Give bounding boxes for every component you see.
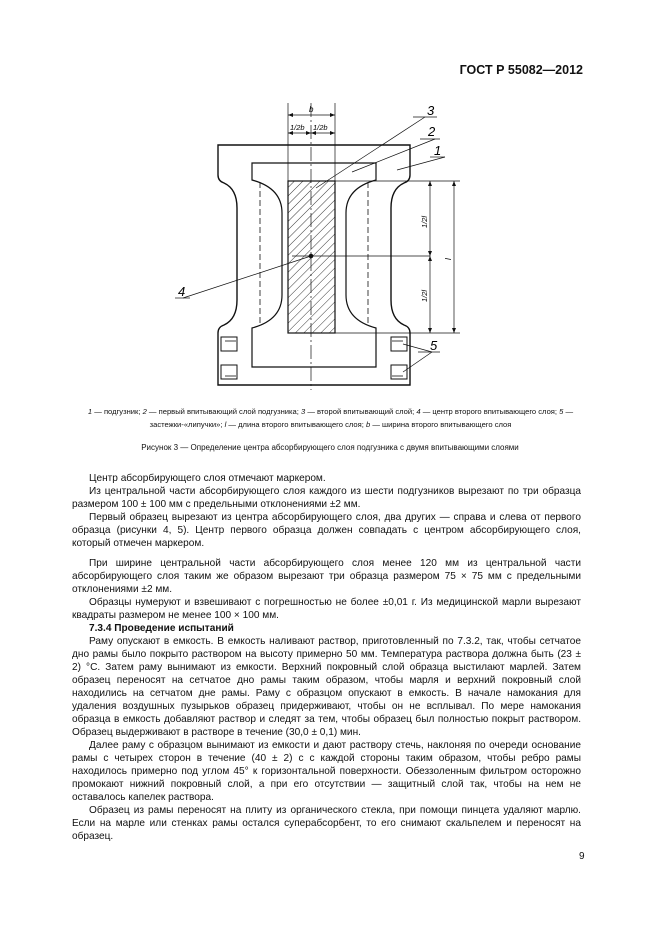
legend-text: — ширина второго впитывающего слоя <box>370 420 512 429</box>
paragraph: Образец из рамы переносят на плиту из органического стекла, при помощи пинцета удаляют марлю. Если на марле или стенках рамы остался суперабсорбент, то его снимают скальпелем и переносят на образец. <box>72 805 581 842</box>
dim-b-label: b <box>309 105 314 114</box>
callout-2: 2 <box>428 124 436 139</box>
legend-key: l <box>224 420 227 429</box>
legend-key: 1 <box>87 407 93 416</box>
dim-l-label: l <box>444 258 453 260</box>
document-body <box>72 472 581 843</box>
legend-text: — длина второго впитывающего слоя; <box>226 420 366 429</box>
paragraph: Образцы нумеруют и взвешивают с погрешностью не более ±0,01 г. Из медицинской марли вырезают квадраты размером не менее 100 × 100 мм. <box>72 597 581 621</box>
section-heading: 7.3.4 Проведение испытаний <box>89 623 234 634</box>
figure-legend <box>72 405 589 431</box>
fastener-bottom-right <box>391 365 407 379</box>
callout-4: 4 <box>178 284 186 299</box>
figure-caption: Рисунок 3 — Определение центра абсорбирующего слоя подгузника с двумя впитывающими слоями <box>141 443 519 452</box>
callout-5: 5 <box>430 338 438 353</box>
fastener-top-left <box>221 337 237 351</box>
legend-key: 5 <box>559 407 564 416</box>
legend-key: 4 <box>416 407 421 416</box>
fastener-bottom-left <box>221 365 237 379</box>
callout-1: 1 <box>434 143 442 158</box>
dim-half-b-left: 1/2b <box>290 123 305 132</box>
legend-key: b <box>365 420 371 429</box>
page-number: 9 <box>579 851 585 862</box>
dim-half-b-right: 1/2b <box>313 123 328 132</box>
leader-2 <box>352 139 435 172</box>
legend-text: — первый впитывающий слой подгузника; <box>146 407 301 416</box>
fastener-top-right <box>391 337 407 351</box>
legend-text: — центр второго впитывающего слоя; <box>420 407 560 416</box>
paragraph: Центр абсорбирующего слоя отмечают маркером. <box>89 473 326 484</box>
legend-text: — застежки-«липучки»; <box>149 407 574 429</box>
leader-5b <box>403 352 432 372</box>
dim-half-l-bottom: 1/2l <box>420 289 429 302</box>
dim-half-l-top: 1/2l <box>420 215 429 228</box>
callout-3: 3 <box>427 103 435 118</box>
legend-key: 3 <box>300 407 306 416</box>
leader-3 <box>316 117 425 188</box>
paragraph: Первый образец вырезают из центра абсорбирующего слоя, два других — справа и слева от первого образца (рисунки 4, 5). Центр первого образца должен совпадать с центром абсорбирующего слоя, который отмечен маркером. <box>72 512 581 549</box>
legend-key: 2 <box>142 407 147 416</box>
legend-text: — второй впитывающий слой; <box>305 407 417 416</box>
document-header: ГОСТ Р 55082—2012 <box>459 63 583 77</box>
leader-1 <box>397 157 445 170</box>
paragraph: Из центральной части абсорбирующего слоя каждого из шести подгузников вырезают по три образца размером 100 ± 100 мм с предельными отклонениями ±2 мм. <box>72 486 581 510</box>
paragraph: При ширине центральной части абсорбирующего слоя менее 120 мм из центральной части абсорбирующего слоя таким же образом вырезают три образца размером 75 × 75 мм с предельными отклонениями ±2 мм. <box>72 558 581 595</box>
diaper-figure <box>0 0 661 400</box>
legend-text: — подгузник; <box>92 407 143 416</box>
paragraph: Далее раму с образцом вынимают из емкости и дают раствору стечь, наклоняя по очереди основание рамы с четырех сторон в течение (40 ± 2) с с каждой стороны таким образом, чтобы ребро рамы находилось примерно под углом 45° к горизонтальной поверхности. Обеззоленным фильтром осторожно промокают нижний покровный слой, а при его отсутствии — защитный слой так, чтобы на нем не оставалось капелек раствора. <box>72 740 581 803</box>
paragraph: Раму опускают в емкость. В емкость наливают раствор, приготовленный по 7.3.2, так, чтобы сетчатое дно рамы было покрыто раствором на высоту примерно 50 мм. Температура раствора должна быть (23 ± 2) °С. Затем раму вынимают из емкости. Верхний покровный слой образца выстилают марлей. Затем образец переносят на сетчатое дно рамы таким образом, чтобы марля и верхний покровный слой находились на сетчатом дне рамы. Раму с образцом опускают в емкость. В начале намокания для удаления воздушных пузырьков образец придерживают, чтобы он не всплывал. По мере намокания образца в емкость добавляют раствор и следят за тем, чтобы образец был полностью покрыт раствором. Образец выдерживают в растворе в течение (30,0 ± 0,1) мин. <box>72 636 581 738</box>
